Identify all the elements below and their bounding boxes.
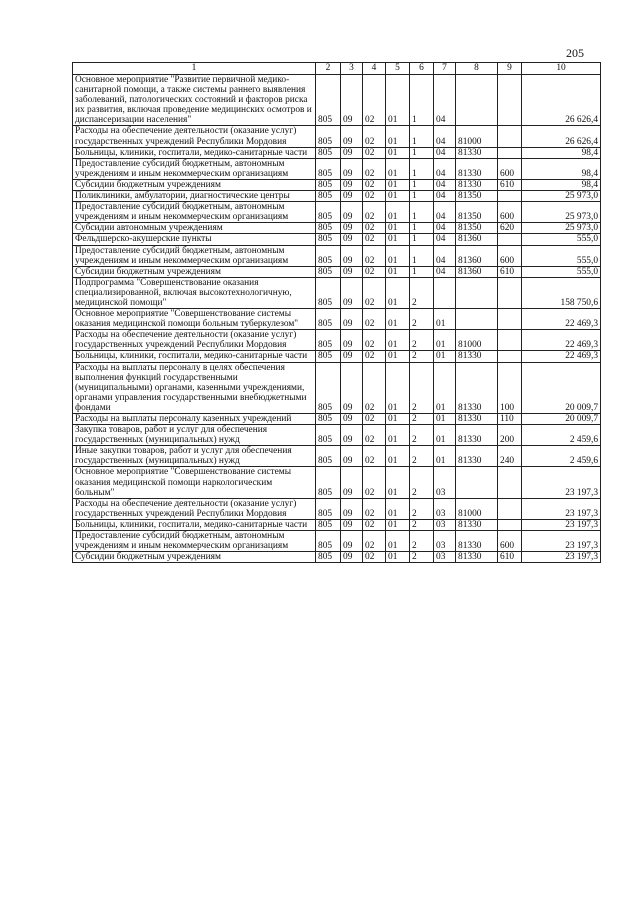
row-name-cell: Предоставление субсидий бюджетным, автономным учреждениям и иным некоммерческим организациям (73, 158, 316, 179)
pr-cell: 02 (363, 362, 386, 413)
row-name-cell: Фельдшерско-акушерские пункты (73, 234, 316, 245)
pr-cell: 02 (363, 330, 386, 351)
pr-cell: 02 (363, 223, 386, 234)
rz-cell: 09 (341, 277, 363, 308)
direction-cell: 81330 (456, 362, 498, 413)
rz-cell: 09 (341, 519, 363, 530)
direction-cell: 81330 (456, 351, 498, 362)
table-header-row (73, 63, 601, 75)
table-row (73, 330, 601, 351)
gr-cell: 805 (316, 147, 341, 158)
measure-cell: 03 (434, 498, 456, 519)
expense-type-cell: 610 (498, 179, 522, 190)
amount-cell: 23 197,3 (522, 531, 601, 552)
budget-table (72, 62, 601, 563)
table-row (73, 351, 601, 362)
subprogram-cell: 1 (410, 266, 434, 277)
pr-cell: 02 (363, 277, 386, 308)
table-row (73, 191, 601, 202)
direction-cell: 81330 (456, 446, 498, 467)
program-cell: 01 (386, 234, 410, 245)
amount-cell: 555,0 (522, 234, 601, 245)
pr-cell: 02 (363, 531, 386, 552)
expense-type-cell: 600 (498, 531, 522, 552)
measure-cell: 03 (434, 467, 456, 498)
program-cell: 01 (386, 531, 410, 552)
row-name-cell: Субсидии бюджетным учреждениям (73, 552, 316, 563)
subprogram-cell: 2 (410, 362, 434, 413)
expense-type-cell: 600 (498, 158, 522, 179)
rz-cell: 09 (341, 245, 363, 266)
measure-cell: 03 (434, 519, 456, 530)
table-row (73, 147, 601, 158)
row-name-cell: Основное мероприятие "Совершенствование системы оказания медицинской помощи наркологическим больным" (73, 467, 316, 498)
amount-cell: 26 626,4 (522, 126, 601, 147)
pr-cell: 02 (363, 309, 386, 330)
program-cell: 01 (386, 519, 410, 530)
direction-cell: 81360 (456, 245, 498, 266)
direction-cell (456, 467, 498, 498)
subprogram-cell: 1 (410, 202, 434, 223)
row-name-cell: Расходы на выплаты персоналу в целях обеспечения выполнения функций государственными (муниципальными) органами, казенными учреждениями, органами управления государственными внебюджетными фондами (73, 362, 316, 413)
subprogram-cell: 1 (410, 191, 434, 202)
subprogram-cell: 2 (410, 277, 434, 308)
rz-cell: 09 (341, 234, 363, 245)
program-cell: 01 (386, 191, 410, 202)
measure-cell: 04 (434, 158, 456, 179)
rz-cell: 09 (341, 191, 363, 202)
measure-cell: 04 (434, 191, 456, 202)
subprogram-cell: 1 (410, 75, 434, 126)
subprogram-cell: 2 (410, 467, 434, 498)
header-cell: 2 (316, 63, 341, 75)
subprogram-cell: 1 (410, 158, 434, 179)
table-row (73, 266, 601, 277)
amount-cell: 26 626,4 (522, 75, 601, 126)
expense-type-cell (498, 519, 522, 530)
amount-cell: 23 197,3 (522, 467, 601, 498)
amount-cell: 20 009,7 (522, 414, 601, 425)
page-number: 205 (566, 46, 584, 60)
table-row (73, 223, 601, 234)
program-cell: 01 (386, 266, 410, 277)
row-name-cell: Предоставление субсидий бюджетным, автономным учреждениям и иным некоммерческим организациям (73, 531, 316, 552)
table-row (73, 498, 601, 519)
rz-cell: 09 (341, 552, 363, 563)
header-cell: 5 (386, 63, 410, 75)
rz-cell: 09 (341, 75, 363, 126)
table-row (73, 446, 601, 467)
amount-cell: 23 197,3 (522, 519, 601, 530)
gr-cell: 805 (316, 330, 341, 351)
table-row (73, 531, 601, 552)
gr-cell: 805 (316, 245, 341, 266)
row-name-cell: Субсидии бюджетным учреждениям (73, 266, 316, 277)
table-row (73, 519, 601, 530)
amount-cell: 20 009,7 (522, 362, 601, 413)
table-body (73, 75, 601, 563)
header-cell: 3 (341, 63, 363, 75)
gr-cell: 805 (316, 467, 341, 498)
direction-cell: 81000 (456, 330, 498, 351)
measure-cell: 04 (434, 126, 456, 147)
gr-cell: 805 (316, 498, 341, 519)
expense-type-cell (498, 351, 522, 362)
row-name-cell: Предоставление субсидий бюджетным, автономным учреждениям и иным некоммерческим организациям (73, 245, 316, 266)
amount-cell: 98,4 (522, 158, 601, 179)
program-cell: 01 (386, 362, 410, 413)
expense-type-cell (498, 191, 522, 202)
amount-cell: 25 973,0 (522, 223, 601, 234)
gr-cell: 805 (316, 351, 341, 362)
pr-cell: 02 (363, 191, 386, 202)
rz-cell: 09 (341, 266, 363, 277)
amount-cell: 22 469,3 (522, 330, 601, 351)
measure-cell: 04 (434, 266, 456, 277)
pr-cell: 02 (363, 245, 386, 266)
program-cell: 01 (386, 425, 410, 446)
program-cell: 01 (386, 147, 410, 158)
row-name-cell: Больницы, клиники, госпитали, медико-санитарные части (73, 351, 316, 362)
rz-cell: 09 (341, 498, 363, 519)
table-row (73, 126, 601, 147)
table-row (73, 234, 601, 245)
pr-cell: 02 (363, 414, 386, 425)
measure-cell: 03 (434, 552, 456, 563)
rz-cell: 09 (341, 126, 363, 147)
program-cell: 01 (386, 498, 410, 519)
amount-cell: 25 973,0 (522, 202, 601, 223)
row-name-cell: Предоставление субсидий бюджетным, автономным учреждениям и иным некоммерческим организациям (73, 202, 316, 223)
amount-cell: 555,0 (522, 266, 601, 277)
expense-type-cell: 600 (498, 245, 522, 266)
table-row (73, 362, 601, 413)
subprogram-cell: 1 (410, 179, 434, 190)
program-cell: 01 (386, 446, 410, 467)
pr-cell: 02 (363, 467, 386, 498)
measure-cell: 04 (434, 75, 456, 126)
program-cell: 01 (386, 75, 410, 126)
subprogram-cell: 2 (410, 351, 434, 362)
table-row (73, 467, 601, 498)
gr-cell: 805 (316, 425, 341, 446)
pr-cell: 02 (363, 234, 386, 245)
rz-cell: 09 (341, 158, 363, 179)
expense-type-cell (498, 234, 522, 245)
expense-type-cell: 600 (498, 202, 522, 223)
table-row (73, 552, 601, 563)
row-name-cell: Основное мероприятие "Совершенствование системы оказания медицинской помощи больным туберкулезом" (73, 309, 316, 330)
gr-cell: 805 (316, 223, 341, 234)
direction-cell (456, 277, 498, 308)
direction-cell (456, 75, 498, 126)
direction-cell: 81000 (456, 498, 498, 519)
pr-cell: 02 (363, 351, 386, 362)
direction-cell: 81350 (456, 223, 498, 234)
amount-cell: 98,4 (522, 179, 601, 190)
gr-cell: 805 (316, 531, 341, 552)
gr-cell: 805 (316, 277, 341, 308)
direction-cell: 81000 (456, 126, 498, 147)
table-row (73, 75, 601, 126)
subprogram-cell: 1 (410, 234, 434, 245)
row-name-cell: Расходы на обеспечение деятельности (оказание услуг) государственных учреждений Республики Мордовия (73, 330, 316, 351)
row-name-cell: Иные закупки товаров, работ и услуг для обеспечения государственных (муниципальных) нужд (73, 446, 316, 467)
direction-cell: 81330 (456, 519, 498, 530)
amount-cell: 2 459,6 (522, 446, 601, 467)
header-cell: 10 (522, 63, 601, 75)
table-row (73, 245, 601, 266)
expense-type-cell (498, 309, 522, 330)
table-row (73, 425, 601, 446)
amount-cell: 158 750,6 (522, 277, 601, 308)
rz-cell: 09 (341, 425, 363, 446)
direction-cell: 81350 (456, 202, 498, 223)
pr-cell: 02 (363, 446, 386, 467)
gr-cell: 805 (316, 309, 341, 330)
subprogram-cell: 1 (410, 223, 434, 234)
table-row (73, 309, 601, 330)
program-cell: 01 (386, 245, 410, 266)
program-cell: 01 (386, 202, 410, 223)
rz-cell: 09 (341, 202, 363, 223)
rz-cell: 09 (341, 309, 363, 330)
program-cell: 01 (386, 309, 410, 330)
measure-cell: 01 (434, 330, 456, 351)
expense-type-cell: 200 (498, 425, 522, 446)
row-name-cell: Больницы, клиники, госпитали, медико-санитарные части (73, 147, 316, 158)
row-name-cell: Расходы на обеспечение деятельности (оказание услуг) государственных учреждений Республики Мордовия (73, 126, 316, 147)
measure-cell: 04 (434, 147, 456, 158)
measure-cell: 01 (434, 362, 456, 413)
expense-type-cell (498, 147, 522, 158)
expense-type-cell: 610 (498, 552, 522, 563)
gr-cell: 805 (316, 234, 341, 245)
program-cell: 01 (386, 467, 410, 498)
rz-cell: 09 (341, 147, 363, 158)
row-name-cell: Основное мероприятие "Развитие первичной медико-санитарной помощи, а также системы раннего выявления заболеваний, патологических состояний и факторов риска их развития, включая проведение медицинских осмотров и диспансеризации населения" (73, 75, 316, 126)
header-cell: 6 (410, 63, 434, 75)
amount-cell: 555,0 (522, 245, 601, 266)
table-row (73, 158, 601, 179)
measure-cell: 01 (434, 309, 456, 330)
header-cell: 1 (73, 63, 316, 75)
measure-cell: 04 (434, 245, 456, 266)
gr-cell: 805 (316, 446, 341, 467)
gr-cell: 805 (316, 179, 341, 190)
gr-cell: 805 (316, 126, 341, 147)
direction-cell: 81330 (456, 158, 498, 179)
rz-cell: 09 (341, 223, 363, 234)
subprogram-cell: 2 (410, 498, 434, 519)
measure-cell: 01 (434, 351, 456, 362)
expense-type-cell (498, 126, 522, 147)
amount-cell: 23 197,3 (522, 552, 601, 563)
expense-type-cell: 100 (498, 362, 522, 413)
direction-cell: 81330 (456, 147, 498, 158)
program-cell: 01 (386, 330, 410, 351)
program-cell: 01 (386, 179, 410, 190)
program-cell: 01 (386, 414, 410, 425)
direction-cell: 81360 (456, 234, 498, 245)
rz-cell: 09 (341, 362, 363, 413)
subprogram-cell: 2 (410, 519, 434, 530)
row-name-cell: Расходы на обеспечение деятельности (оказание услуг) государственных учреждений Республики Мордовия (73, 498, 316, 519)
expense-type-cell: 110 (498, 414, 522, 425)
measure-cell: 01 (434, 425, 456, 446)
subprogram-cell: 2 (410, 414, 434, 425)
subprogram-cell: 1 (410, 126, 434, 147)
row-name-cell: Расходы на выплаты персоналу казенных учреждений (73, 414, 316, 425)
expense-type-cell (498, 277, 522, 308)
row-name-cell: Больницы, клиники, госпитали, медико-санитарные части (73, 519, 316, 530)
program-cell: 01 (386, 158, 410, 179)
program-cell: 01 (386, 126, 410, 147)
rz-cell: 09 (341, 351, 363, 362)
table-row (73, 414, 601, 425)
pr-cell: 02 (363, 179, 386, 190)
table-row (73, 202, 601, 223)
row-name-cell: Поликлиники, амбулатории, диагностические центры (73, 191, 316, 202)
program-cell: 01 (386, 223, 410, 234)
pr-cell: 02 (363, 498, 386, 519)
expense-type-cell (498, 498, 522, 519)
row-name-cell: Субсидии автономным учреждениям (73, 223, 316, 234)
rz-cell: 09 (341, 467, 363, 498)
row-name-cell: Субсидии бюджетным учреждениям (73, 179, 316, 190)
gr-cell: 805 (316, 519, 341, 530)
gr-cell: 805 (316, 75, 341, 126)
rz-cell: 09 (341, 446, 363, 467)
measure-cell: 03 (434, 531, 456, 552)
gr-cell: 805 (316, 191, 341, 202)
amount-cell: 98,4 (522, 147, 601, 158)
table-row (73, 277, 601, 308)
rz-cell: 09 (341, 179, 363, 190)
pr-cell: 02 (363, 552, 386, 563)
direction-cell: 81350 (456, 191, 498, 202)
subprogram-cell: 2 (410, 531, 434, 552)
subprogram-cell: 2 (410, 330, 434, 351)
measure-cell: 04 (434, 223, 456, 234)
subprogram-cell: 1 (410, 147, 434, 158)
pr-cell: 02 (363, 519, 386, 530)
amount-cell: 22 469,3 (522, 309, 601, 330)
pr-cell: 02 (363, 75, 386, 126)
direction-cell: 81330 (456, 179, 498, 190)
measure-cell (434, 277, 456, 308)
amount-cell: 25 973,0 (522, 191, 601, 202)
rz-cell: 09 (341, 330, 363, 351)
pr-cell: 02 (363, 425, 386, 446)
subprogram-cell: 2 (410, 309, 434, 330)
subprogram-cell: 2 (410, 552, 434, 563)
program-cell: 01 (386, 552, 410, 563)
row-name-cell: Подпрограмма "Совершенствование оказания специализированной, включая высокотехнологичную, медицинской помощи" (73, 277, 316, 308)
header-cell: 4 (363, 63, 386, 75)
subprogram-cell: 1 (410, 245, 434, 266)
gr-cell: 805 (316, 414, 341, 425)
pr-cell: 02 (363, 202, 386, 223)
measure-cell: 01 (434, 446, 456, 467)
measure-cell: 04 (434, 234, 456, 245)
pr-cell: 02 (363, 147, 386, 158)
pr-cell: 02 (363, 266, 386, 277)
amount-cell: 2 459,6 (522, 425, 601, 446)
program-cell: 01 (386, 351, 410, 362)
rz-cell: 09 (341, 414, 363, 425)
expense-type-cell (498, 75, 522, 126)
direction-cell: 81330 (456, 414, 498, 425)
pr-cell: 02 (363, 126, 386, 147)
direction-cell (456, 309, 498, 330)
header-cell: 9 (498, 63, 522, 75)
subprogram-cell: 2 (410, 446, 434, 467)
amount-cell: 22 469,3 (522, 351, 601, 362)
measure-cell: 04 (434, 202, 456, 223)
expense-type-cell: 240 (498, 446, 522, 467)
expense-type-cell: 610 (498, 266, 522, 277)
subprogram-cell: 2 (410, 425, 434, 446)
table-row (73, 179, 601, 190)
gr-cell: 805 (316, 362, 341, 413)
expense-type-cell (498, 330, 522, 351)
direction-cell: 81330 (456, 552, 498, 563)
amount-cell: 23 197,3 (522, 498, 601, 519)
header-cell: 8 (456, 63, 498, 75)
direction-cell: 81330 (456, 531, 498, 552)
gr-cell: 805 (316, 202, 341, 223)
direction-cell: 81360 (456, 266, 498, 277)
header-cell: 7 (434, 63, 456, 75)
measure-cell: 01 (434, 414, 456, 425)
gr-cell: 805 (316, 266, 341, 277)
gr-cell: 805 (316, 158, 341, 179)
row-name-cell: Закупка товаров, работ и услуг для обеспечения государственных (муниципальных) нужд (73, 425, 316, 446)
expense-type-cell: 620 (498, 223, 522, 234)
measure-cell: 04 (434, 179, 456, 190)
gr-cell: 805 (316, 552, 341, 563)
expense-type-cell (498, 467, 522, 498)
direction-cell: 81330 (456, 425, 498, 446)
program-cell: 01 (386, 277, 410, 308)
pr-cell: 02 (363, 158, 386, 179)
rz-cell: 09 (341, 531, 363, 552)
